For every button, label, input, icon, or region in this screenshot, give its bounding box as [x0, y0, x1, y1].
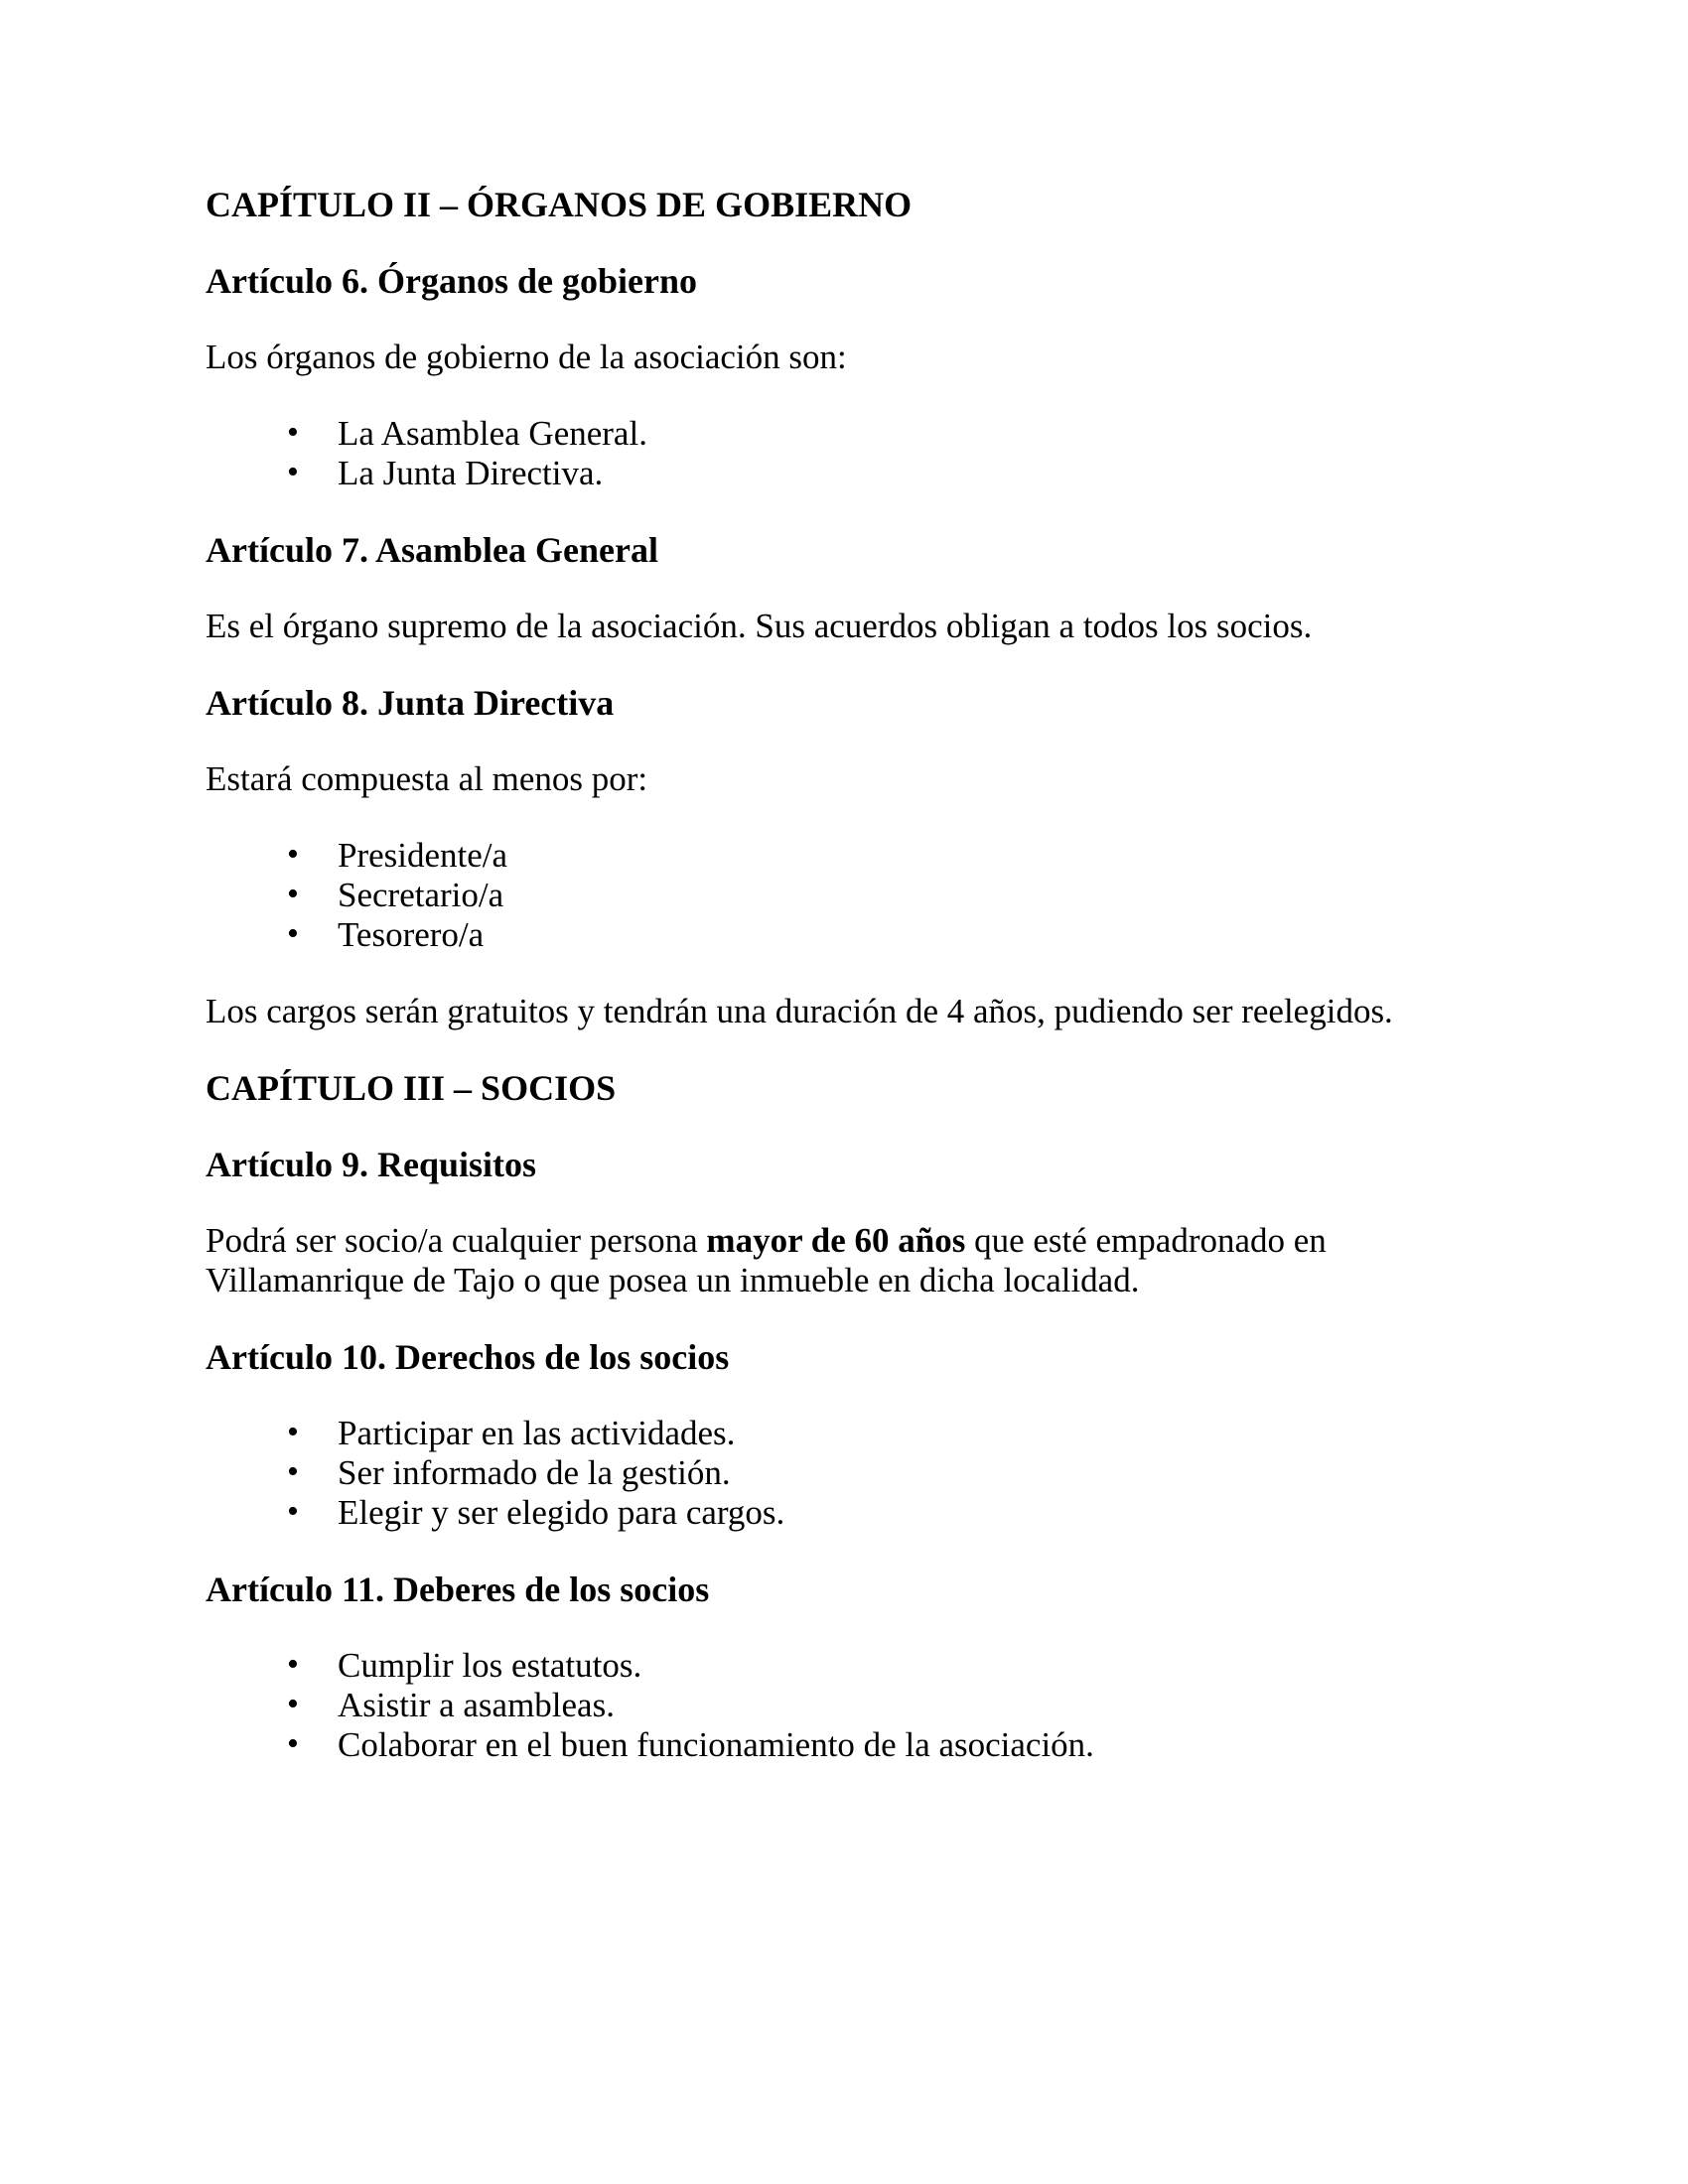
article-heading-9: Artículo 9. Requisitos — [206, 1145, 536, 1184]
chapter-heading-ii-organos-de-gobierno: CAPÍTULO II – ÓRGANOS DE GOBIERNO — [206, 185, 913, 224]
bullet-icon: • — [287, 876, 299, 912]
list-item — [206, 1414, 1496, 1453]
article-heading-11: Artículo 11. Deberes de los socios — [206, 1570, 710, 1609]
organos-list — [206, 414, 1496, 493]
list-item-text: Participar en las actividades. — [338, 1414, 736, 1452]
article-heading-8: Artículo 8. Junta Directiva — [206, 683, 615, 723]
text-segment: Podrá ser socio/a cualquier persona — [206, 1221, 707, 1260]
list-item — [206, 1493, 1496, 1533]
bold-text-mayor-60: mayor de 60 años — [706, 1221, 966, 1260]
list-item-text: La Asamblea General. — [338, 414, 647, 453]
list-item — [206, 1646, 1496, 1686]
bullet-icon: • — [287, 836, 299, 873]
paragraph-organos-intro: Los órganos de gobierno de la asociación son: — [206, 338, 847, 376]
bullet-icon: • — [287, 454, 299, 490]
list-item — [206, 1686, 1496, 1725]
list-item — [206, 876, 1496, 915]
list-item-text: Asistir a asambleas. — [338, 1686, 615, 1724]
paragraph-requisitos — [206, 1221, 1496, 1300]
text-segment: que esté empadronado en Villamanrique de Tajo o que posea un inmueble en dicha localidad. — [206, 1221, 1327, 1299]
list-item-text: Secretario/a — [338, 876, 504, 914]
list-item — [206, 414, 1496, 454]
junta-cargos-list — [206, 836, 1496, 955]
bullet-icon: • — [287, 1414, 299, 1450]
chapter-heading-iii-socios: CAPÍTULO III – SOCIOS — [206, 1068, 617, 1108]
article-heading-10: Artículo 10. Derechos de los socios — [206, 1337, 730, 1377]
bullet-icon: • — [287, 915, 299, 952]
bullet-icon: • — [287, 1725, 299, 1762]
paragraph-junta-intro: Estará compuesta al menos por: — [206, 759, 648, 798]
list-item — [206, 454, 1496, 493]
list-item-text: Ser informado de la gestión. — [338, 1453, 731, 1492]
list-item-text: Elegir y ser elegido para cargos. — [338, 1493, 785, 1532]
bullet-icon: • — [287, 414, 299, 451]
list-item — [206, 836, 1496, 876]
deberes-list — [206, 1646, 1496, 1765]
paragraph-cargos-duracion: Los cargos serán gratuitos y tendrán una duración de 4 años, pudiendo ser reelegidos. — [206, 992, 1393, 1030]
article-heading-6: Artículo 6. Órganos de gobierno — [206, 261, 697, 301]
bullet-icon: • — [287, 1686, 299, 1722]
list-item — [206, 1725, 1496, 1765]
derechos-list — [206, 1414, 1496, 1533]
list-item-text: Presidente/a — [338, 836, 508, 875]
bullet-icon: • — [287, 1493, 299, 1530]
list-item — [206, 1453, 1496, 1493]
list-item-text: Tesorero/a — [338, 915, 485, 954]
document-content — [206, 185, 1496, 1802]
list-item — [206, 915, 1496, 955]
article-heading-7: Artículo 7. Asamblea General — [206, 530, 658, 570]
paragraph-asamblea: Es el órgano supremo de la asociación. Sus acuerdos obligan a todos los socios. — [206, 607, 1313, 645]
list-item-text: La Junta Directiva. — [338, 454, 604, 492]
list-item-text: Cumplir los estatutos. — [338, 1646, 642, 1685]
bullet-icon: • — [287, 1646, 299, 1683]
list-item-text: Colaborar en el buen funcionamiento de la asociación. — [338, 1725, 1094, 1764]
bullet-icon: • — [287, 1453, 299, 1490]
